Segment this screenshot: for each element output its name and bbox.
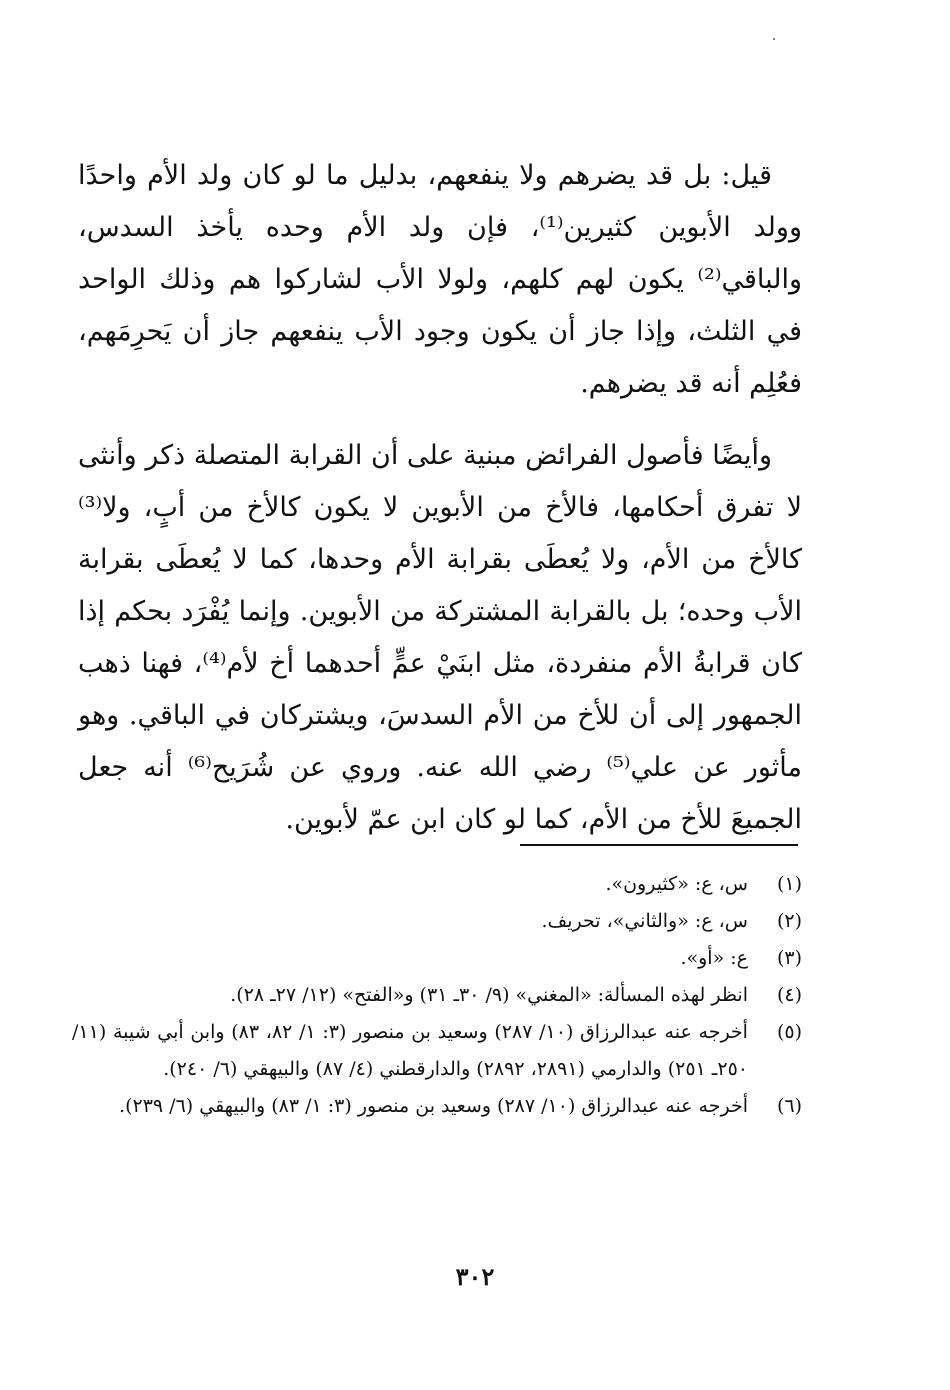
footnote-number: (٢): [776, 910, 802, 932]
footnote-text: أخرجه عنه عبدالرزاق (١٠/ ٢٨٧) وسعيد بن منصور (٣: ١/ ٨٣) والبيهقي (٦/ ٢٣٩).: [119, 1095, 748, 1117]
paragraph-2: وأيضًا فأصول الفرائض مبنية على أن القرابة المتصلة ذكر وأنثى لا تفرق أحكامها، فالأخ من الأبوين لا يكون كالأخ من أبٍ، ولا⁽³⁾ كالأخ من الأم، ولا يُعطَى بقرابة الأم وحدها، كما لا يُعطَى بقرابة الأب وحده؛ بل بالقرابة المشتركة من الأبوين. وإنما يُفْرَد بحكم إذا كان قرابةُ الأم منفردة، مثل ابنَيْ عمٍّ أحدهما أخ لأم⁽⁴⁾، فهنا ذهب الجمهور إلى أن للأخ من الأم السدسَ، ويشتركان في الباقي. وهو مأثور عن علي⁽⁵⁾ رضي الله عنه. وروي عن شُرَيح⁽⁶⁾ أنه جعل الجميعَ للأخ من الأم، كما لو كان ابن عمّ لأبوين.: [78, 440, 802, 835]
paragraph-1: قيل: بل قد يضرهم ولا ينفعهم، بدليل ما لو كان ولد الأم واحدًا وولد الأبوين كثيرين⁽¹⁾، فإن ولد الأم وحده يأخذ السدس، والباقي⁽²⁾ يكون لهم كلهم، ولولا الأب لشاركوا هم وذلك الواحد في الثلث، وإذا جاز أن يكون وجود الأب ينفعهم جاز أن يَحرِمَهم، فعُلِم أنه قد يضرهم.: [78, 160, 802, 399]
footnote-4: [72, 977, 802, 1014]
footnote-text: س، ع: «والثاني»، تحريف.: [541, 910, 748, 932]
footnote-3: [72, 940, 802, 977]
footnotes: [72, 866, 802, 1125]
footnote-separator: [520, 844, 798, 846]
scan-speck: [773, 38, 775, 40]
footnote-text: أخرجه عنه عبدالرزاق (١٠/ ٢٨٧) وسعيد بن منصور (٣: ١/ ٨٢، ٨٣) وابن أبي شيبة (١١/ ٢٥٠ـ ٢٥١) والدارمي (٢٨٩١، ٢٨٩٢) والدارقطني (٤/ ٨٧) والبيهقي (٦/ ٢٤٠).: [72, 1021, 748, 1080]
main-text: [78, 150, 802, 846]
footnote-text: ع: «أو».: [680, 947, 748, 969]
footnote-number: (٣): [776, 947, 802, 969]
footnote-number: (٦): [776, 1095, 802, 1117]
footnote-1: [72, 866, 802, 903]
footnote-number: (١): [776, 873, 802, 895]
footnote-6: [72, 1088, 802, 1125]
footnote-text: انظر لهذه المسألة: «المغني» (٩/ ٣٠ـ ٣١) و«الفتح» (١٢/ ٢٧ـ ٢٨).: [230, 984, 748, 1006]
footnote-number: (٤): [776, 984, 802, 1006]
footnote-5: [72, 1014, 802, 1088]
footnote-number: (٥): [776, 1021, 802, 1043]
footnote-text: س، ع: «كثيرون».: [605, 873, 748, 895]
page-number: ٣٠٢: [455, 1262, 495, 1291]
footnote-2: [72, 903, 802, 940]
